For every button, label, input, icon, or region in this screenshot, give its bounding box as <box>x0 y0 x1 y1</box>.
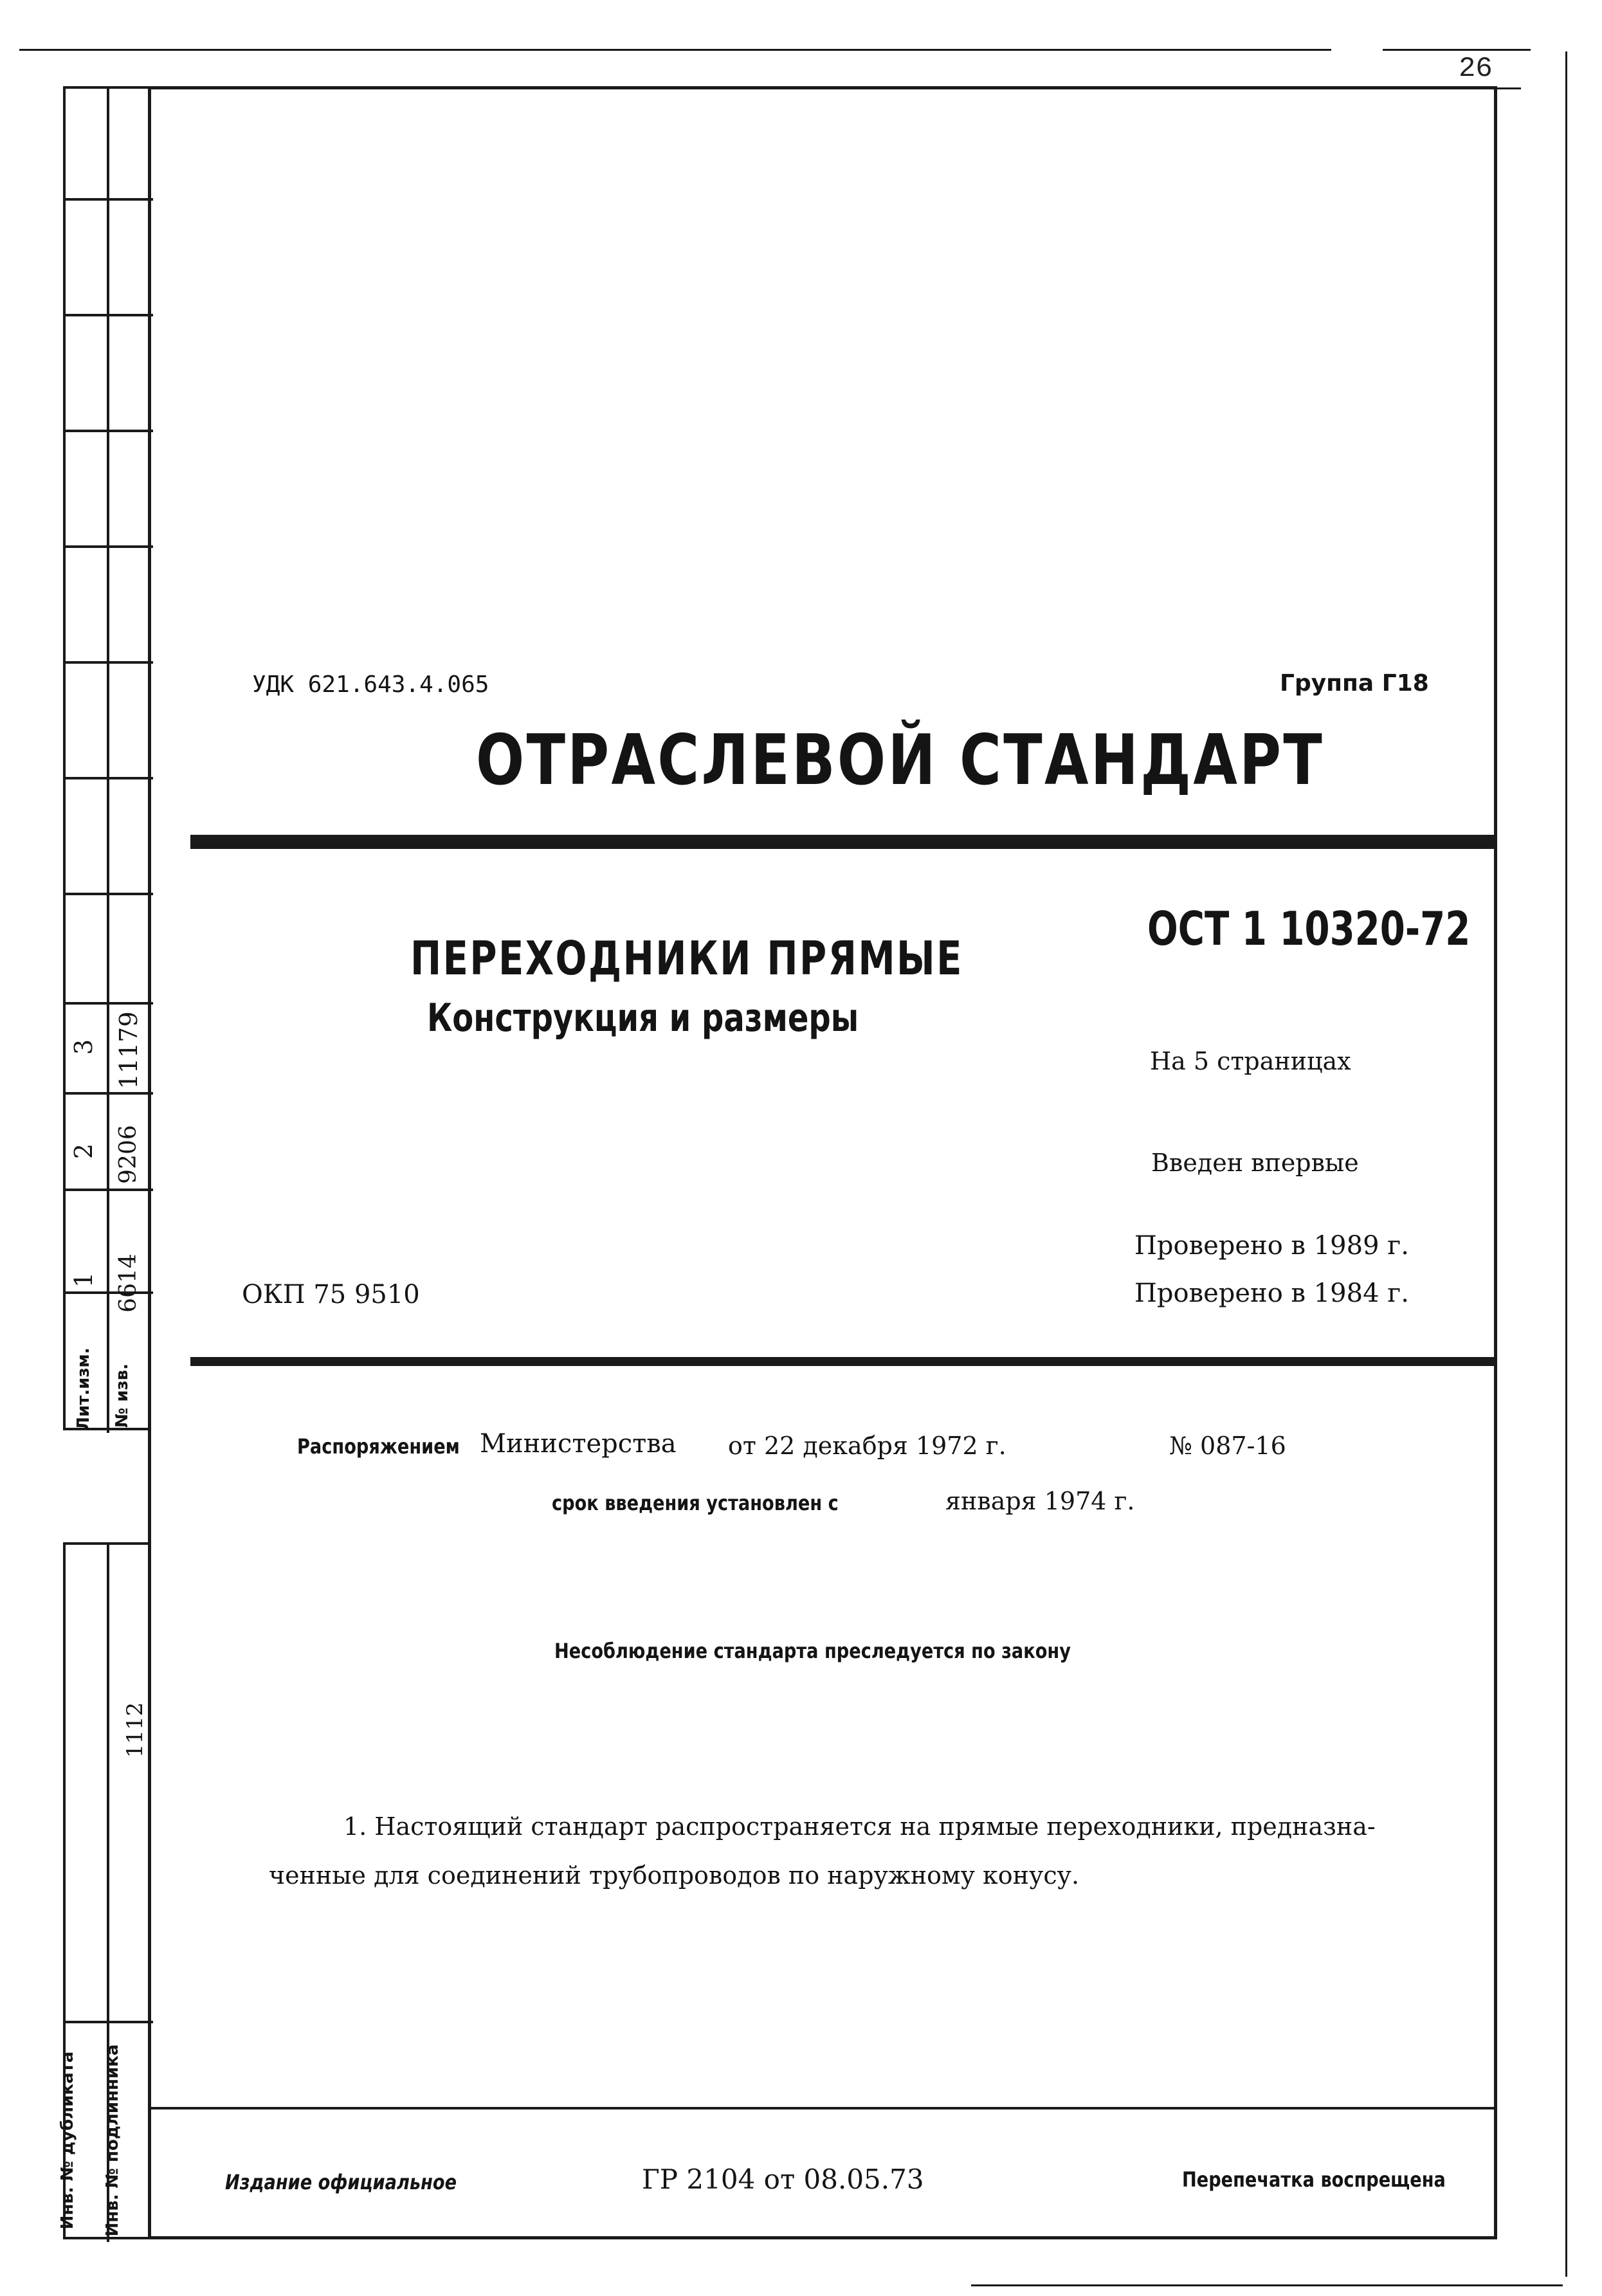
checked-1989: Проверено в 1989 г. <box>1134 1231 1409 1261</box>
checked-1984: Проверено в 1984 г. <box>1134 1279 1409 1308</box>
order-date: от 22 декабря 1972 г. <box>728 1432 1006 1460</box>
effective-label: срок введения установлен с <box>552 1491 839 1515</box>
introduced-note: Введен впервые <box>1151 1149 1359 1177</box>
bottom-cut-line <box>971 2284 1563 2286</box>
document-subtitle: Конструкция и размеры <box>427 996 859 1041</box>
top-rule-right <box>1383 49 1531 51</box>
okp-code: ОКП 75 9510 <box>242 1280 420 1309</box>
effective-date: января 1974 г. <box>945 1487 1135 1515</box>
footer-reprint: Перепечатка воспрещена <box>1182 2167 1446 2192</box>
mid-thick-rule <box>190 1357 1497 1366</box>
footer-edition: Издание официальное <box>225 2170 457 2194</box>
inventory-number: 1112 <box>122 1702 148 1758</box>
standard-type-heading: ОТРАСЛЕВОЙ СТАНДАРТ <box>476 720 1325 801</box>
page-number: 26 <box>1459 53 1493 85</box>
order-issuer: Министерства <box>480 1429 677 1459</box>
change-number-2: 2 <box>69 1143 98 1160</box>
change-number-3: 3 <box>69 1039 98 1055</box>
change-number-1: 1 <box>69 1271 98 1288</box>
heading-thick-rule <box>190 835 1497 849</box>
label-duplicate: Инв. № дубликата <box>58 2051 77 2230</box>
clause-1-line-2: ченные для соединений трубопроводов по наружному конусу. <box>269 1861 1080 1890</box>
notice-number-6614: 6614 <box>115 1253 141 1313</box>
udk-code: УДК 621.643.4.065 <box>252 671 489 698</box>
order-label: Распоряжением <box>297 1434 460 1459</box>
notice-number-9206: 9206 <box>115 1125 141 1184</box>
group-code: Группа Г18 <box>1280 670 1429 697</box>
top-rule <box>19 49 1331 51</box>
row-label-change: Лит.изм. <box>74 1347 93 1431</box>
legal-warning: Несоблюдение стандарта преследуется по закону <box>554 1639 1071 1663</box>
clause-1-line-1: 1. Настоящий стандарт распространяется на прямые переходники, предназна- <box>343 1812 1376 1841</box>
order-number: № 087-16 <box>1169 1432 1286 1460</box>
ost-code: ОСТ 1 10320-72 <box>1147 902 1471 956</box>
pages-note: На 5 страницах <box>1150 1047 1351 1075</box>
document-title: ПЕРЕХОДНИКИ ПРЯМЫЕ <box>410 931 963 985</box>
notice-number-11179: 11179 <box>114 1011 143 1089</box>
footer-separator <box>148 2107 1497 2109</box>
row-label-notice: № изв. <box>113 1363 132 1428</box>
right-edge-line <box>1565 51 1567 2277</box>
footer-registration: ГР 2104 от 08.05.73 <box>642 2164 924 2195</box>
label-original: Инв. № подлинника <box>103 2044 122 2237</box>
side-stamp-top <box>63 86 150 1430</box>
